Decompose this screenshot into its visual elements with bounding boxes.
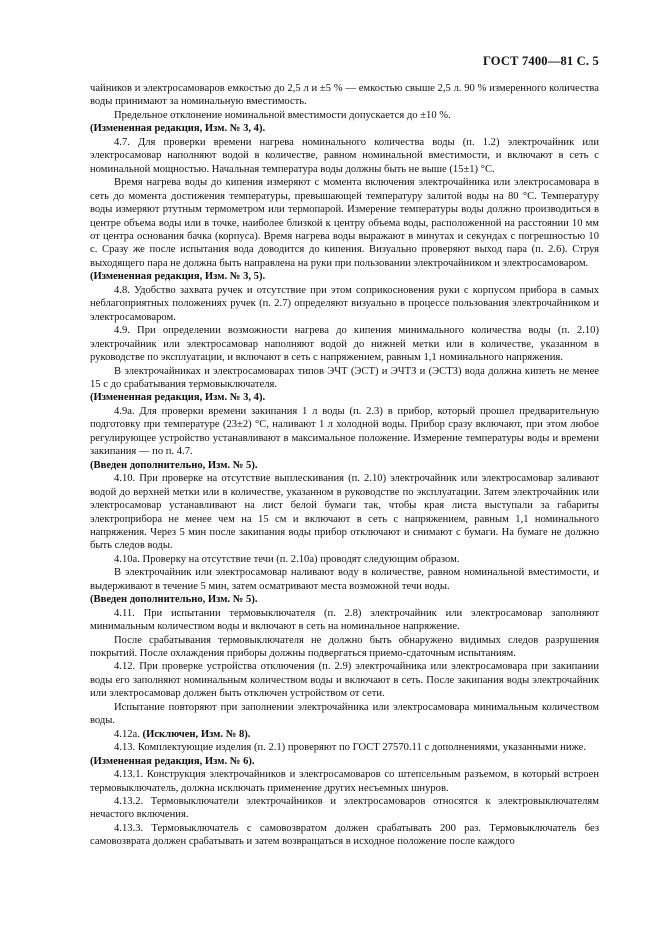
paragraph: 4.13.2. Термовыключатели электрочайников и электросамоваров относятся к электровыключателям нечастого включения. xyxy=(90,796,599,821)
paragraph: В электрочайниках и электросамоварах типов ЭЧТ (ЭСТ) и ЭЧТЗ и (ЭСТЗ) вода должна кипеть не менее 15 с до срабатывания термовыключателя. xyxy=(90,365,599,390)
paragraph: После срабатывания термовыключателя не должно быть обнаружено видимых следов разрушения покрытий. После охлаждения приборы должны подвергаться приемо-сдаточным испытаниям. xyxy=(90,634,599,660)
paragraph: Время нагрева воды до кипения измеряют с момента включения электрочайника или электросамовара в сеть до момента достижения температуры, превышающей температуру залитой воды на 80 °С. Температуру воды измеряют ртутным термометром или термопарой. Измерение температуры воды должно производиться в центре объема воды или в точке, наиболее близкой к центру объема воды, расположенной на расстоянии 10 мм от центра основания бачка (корпуса). Время нагрева воды выражают в минутах и секундах с погрешностью 10 с. Сразу же после испытания вода доводится до кипения. Визуально проверяют выход пара (п. 2.6). Струя выходящего пара не должна быть направлена на руки при пользовании электрочайником и электросамоваром. xyxy=(90,177,599,269)
paragraph: 4.10а. Проверку на отсутствие течи (п. 2.10а) проводят следующим образом. xyxy=(114,553,460,565)
paragraph: В электрочайник или электросамовар наливают воду в количестве, равном номинальной вместимости, и выдерживают в течение 5 мин, затем осматривают места возможной течи воды. xyxy=(90,567,599,592)
paragraph: чайников и электросамоваров емкостью до 2,5 л и ±5 % — емкостью свыше 2,5 л. 90 % измеренного количества воды принимают за номинальную вместимость. xyxy=(90,83,599,108)
paragraph: 4.9а. Для проверки времени закипания 1 л воды (п. 2.3) в прибор, который прошел предварительную подготовку при температуре (23±2) °С, наливают 1 л холодной воды. Прибор сразу включают, при этом любое регулирующее устройство устанавливают в максимальное положение. Измерение температуры воды и времени закипания — по п. 4.7. xyxy=(90,405,599,458)
paragraph: 4.12. При проверке устройства отключения (п. 2.9) электрочайника или электросамовара при закипании воды его заполняют номинальным количеством воды и включают в сеть. После закипания воды электрочайник или электросамовар должен быть отключен устройством от сети. xyxy=(90,661,599,700)
paragraph: 4.9. При определении возможности нагрева до кипения минимального количества воды (п. 2.10) электрочайник или электросамовар наполняют водой до нижней метки или в количестве, указанном в руководстве по эксплуатации, и включают в сеть с напряжением, равным 1,1 номинального напряжения. xyxy=(90,325,599,364)
paragraph: Испытание повторяют при заполнении электрочайника или электросамовара минимальным количеством воды. xyxy=(90,701,599,727)
paragraph: 4.11. При испытании термовыключателя (п. 2.8) электрочайник или электросамовар заполняют минимальным количеством воды и включают в сеть на номинальное напряжение. xyxy=(90,607,599,633)
edition-note: (Введен дополнительно, Изм. № 5). xyxy=(90,459,258,471)
edition-note: (Измененная редакция, Изм. № 3, 5). xyxy=(90,271,266,283)
paragraph: 4.10. При проверке на отсутствие выплескивания (п. 2.10) электрочайник или электросамовар заливают водой до верхней метки или в количестве, указанном в руководстве по эксплуатации. Затем электрочайник или электросамовар устанавливают на лист белой бумаги так, чтобы края листа выступали за габариты электроприбора не менее чем на 15 см и включают в сеть с напряжением, равным 1,1 номинального напряжения. Через 5 мин после закипания воды прибор отключают и снимают с бумаги. На бумаге не должно быть следов воды. xyxy=(90,473,599,552)
paragraph: 4.13.3. Термовыключатель с самовозвратом должен срабатывать 200 раз. Термовыключатель без самовозврата должен срабатывать и затем возвращаться в исходное положение после каждого xyxy=(90,822,599,848)
paragraph: 4.13.1. Конструкция электрочайников и электросамоваров со штепсельным разъемом, в который встроен термовыключатель, должна исключать применение других несъемных шнуров. xyxy=(90,769,599,794)
edition-note: (Измененная редакция, Изм. № 3, 4). xyxy=(90,392,266,404)
edition-note: (Измененная редакция, Изм. № 6). xyxy=(90,755,255,767)
document-body xyxy=(90,82,599,849)
paragraph: 4.7. Для проверки времени нагрева номинального количества воды (п. 1.2) электрочайник или электросамовар наполняют водой в количестве, равном номинальной вместимости, и включают в сеть с номинальной мощностью. Начальная температура воды должны быть не выше (15±1) °С. xyxy=(90,136,599,175)
edition-note: (Измененная редакция, Изм. № 3, 4). xyxy=(90,123,266,135)
edition-note: (Введен дополнительно, Изм. № 5). xyxy=(90,594,258,606)
paragraph: Предельное отклонение номинальной вместимости допускается до ±10 %. xyxy=(114,109,451,121)
paragraph: 4.13. Комплектующие изделия (п. 2.1) проверяют по ГОСТ 27570.11 с дополнениями, указанными ниже. xyxy=(114,742,587,754)
page-header: ГОСТ 7400—81 С. 5 xyxy=(482,54,599,68)
paragraph: 4.8. Удобство захвата ручек и отсутствие при этом соприкосновения руки с корпусом прибора в самых неблагоприятных положениях ручек (п. 2.7) определяют визуально в процессе пользования электрочайником и электросамоваром. xyxy=(90,284,599,323)
paragraph-excluded: 4.12а. (Исключен, Изм. № 8). xyxy=(114,728,251,740)
